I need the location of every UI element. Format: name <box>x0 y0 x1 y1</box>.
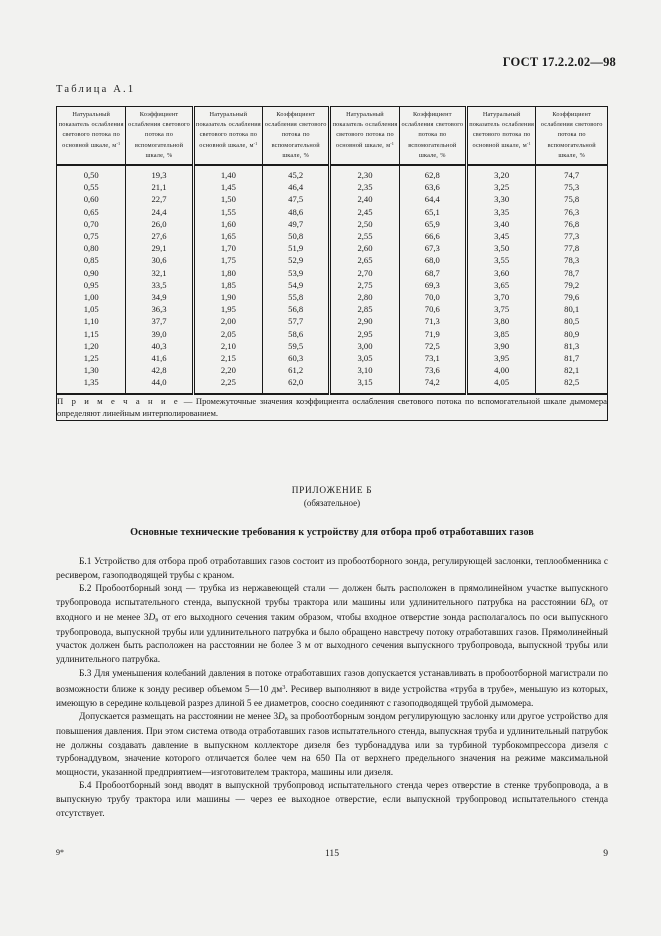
b3-text-1: Б.3 Для уменьшения колебаний давления в потоке отработавших газов допускается устанавливать в пробоотборной магистрали по возможности ближе к зонду ресивер объемом 5—10 дм <box>56 668 608 695</box>
table-cell: 52,9 <box>263 254 330 266</box>
note-text: — Промежуточные значения коэффициента ослабления светового потока по вспомогательной шкале дымомера определяют линейным интерполированием. <box>57 395 607 419</box>
footer-section-number: 9 <box>603 848 608 859</box>
table-cell: 51,9 <box>263 242 330 254</box>
col-header-text-1: Коэффициент ослабления светового потока по вспомогательной шкале, % <box>128 111 190 159</box>
table-cell: 3,35 <box>466 206 535 218</box>
table-cell: 3,55 <box>466 254 535 266</box>
table-cell: 65,1 <box>399 206 466 218</box>
note-label: П р и м е ч а н и е <box>57 395 181 406</box>
table-cell: 82,1 <box>536 364 608 376</box>
table-cell: 2,35 <box>330 181 399 193</box>
table-cell: 2,15 <box>193 352 262 364</box>
table-caption: Таблица А.1 <box>56 84 136 95</box>
unit-exponent-0: -1 <box>116 140 121 146</box>
table-cell: 1,35 <box>57 376 126 393</box>
table-cell: 80,9 <box>536 328 608 340</box>
table-cell: 4,00 <box>466 364 535 376</box>
table-cell: 1,60 <box>193 218 262 230</box>
table-cell: 45,2 <box>263 165 330 181</box>
unit-exponent-3: -1 <box>526 140 531 146</box>
table-cell: 2,75 <box>330 279 399 291</box>
table-cell: 2,50 <box>330 218 399 230</box>
table-cell: 78,7 <box>536 267 608 279</box>
b2-text-2: от входного и не менее 3 <box>56 597 608 623</box>
table-cell: 33,5 <box>126 279 193 291</box>
table-cell: 68,7 <box>399 267 466 279</box>
unit-exponent-2: -1 <box>390 140 395 146</box>
table-row <box>57 328 608 340</box>
table-cell: 48,6 <box>263 206 330 218</box>
table-header-row <box>57 107 608 165</box>
col-header-2 <box>193 107 262 165</box>
table-cell: 67,3 <box>399 242 466 254</box>
unit-exponent-1: -1 <box>253 140 258 146</box>
table-cell: 3,40 <box>466 218 535 230</box>
table-row <box>57 376 608 393</box>
table-cell: 1,15 <box>57 328 126 340</box>
table-row <box>57 315 608 327</box>
col-header-4 <box>330 107 399 165</box>
table-cell: 42,8 <box>126 364 193 376</box>
table-cell: 72,5 <box>399 340 466 352</box>
table-cell: 70,0 <box>399 291 466 303</box>
table-cell: 66,6 <box>399 230 466 242</box>
table-cell: 2,65 <box>330 254 399 266</box>
table-cell: 74,7 <box>536 165 608 181</box>
table-cell: 82,5 <box>536 376 608 393</box>
table-cell: 40,3 <box>126 340 193 352</box>
table-cell: 73,6 <box>399 364 466 376</box>
table-cell: 4,05 <box>466 376 535 393</box>
table-head <box>57 107 608 165</box>
table-cell: 75,3 <box>536 181 608 193</box>
col-header-6 <box>466 107 535 165</box>
table-cell: 41,6 <box>126 352 193 364</box>
table-cell: 3,70 <box>466 291 535 303</box>
table-cell: 2,55 <box>330 230 399 242</box>
appendix-heading-block <box>56 486 608 508</box>
table-cell: 70,6 <box>399 303 466 315</box>
table-cell: 46,4 <box>263 181 330 193</box>
table-cell: 3,45 <box>466 230 535 242</box>
table-cell: 29,1 <box>126 242 193 254</box>
col-header-text-6: Натуральный показатель ослабления светового потока по основной шкале, м <box>469 111 535 149</box>
table-row <box>57 303 608 315</box>
table-cell: 81,7 <box>536 352 608 364</box>
standard-number: ГОСТ 17.2.2.02—98 <box>502 55 616 69</box>
table-cell: 1,10 <box>57 315 126 327</box>
table-cell: 2,00 <box>193 315 262 327</box>
body-text <box>56 556 608 821</box>
table-row <box>57 230 608 242</box>
table-cell: 0,90 <box>57 267 126 279</box>
table-cell: 19,3 <box>126 165 193 181</box>
table-row <box>57 291 608 303</box>
table-cell: 1,80 <box>193 267 262 279</box>
table-cell: 3,25 <box>466 181 535 193</box>
table-cell: 3,10 <box>330 364 399 376</box>
symbol-d-1: D <box>585 597 592 608</box>
table-cell: 76,3 <box>536 206 608 218</box>
table-cell: 0,95 <box>57 279 126 291</box>
table-cell: 59,5 <box>263 340 330 352</box>
table-cell: 3,60 <box>466 267 535 279</box>
paragraph-b3-continued <box>56 711 608 780</box>
table-cell: 3,95 <box>466 352 535 364</box>
table-cell: 53,9 <box>263 267 330 279</box>
table-cell: 2,10 <box>193 340 262 352</box>
col-header-5 <box>399 107 466 165</box>
paragraph-b1: Б.1 Устройство для отбора проб отработавших газов состоит из пробоотборного зонда, регулирующей заслонки, теплообменника с ресивером, газоподводящей трубы с краном. <box>56 557 608 581</box>
col-header-0 <box>57 107 126 165</box>
appendix-title: ПРИЛОЖЕНИЕ Б <box>291 486 373 496</box>
table-row <box>57 352 608 364</box>
table-cell: 3,80 <box>466 315 535 327</box>
table-cell: 2,85 <box>330 303 399 315</box>
table-cell: 79,6 <box>536 291 608 303</box>
table-cell: 0,85 <box>57 254 126 266</box>
table-cell: 0,55 <box>57 181 126 193</box>
symbol-d-2: D <box>148 612 156 623</box>
table-cell: 0,60 <box>57 193 126 205</box>
table-cell: 80,5 <box>536 315 608 327</box>
table-cell: 71,3 <box>399 315 466 327</box>
table-cell: 39,0 <box>126 328 193 340</box>
table-cell: 1,45 <box>193 181 262 193</box>
footer-page-number: 115 <box>324 848 340 859</box>
table-row <box>57 279 608 291</box>
symbol-d-3: D <box>278 712 285 723</box>
table-row <box>57 206 608 218</box>
table-cell: 3,85 <box>466 328 535 340</box>
paragraph-b2 <box>56 583 608 667</box>
paragraph-b3 <box>56 668 608 712</box>
table-cell: 63,6 <box>399 181 466 193</box>
table-cell: 1,70 <box>193 242 262 254</box>
table-cell: 2,70 <box>330 267 399 279</box>
table-note-row <box>57 394 608 421</box>
table-cell: 54,9 <box>263 279 330 291</box>
table-row <box>57 165 608 181</box>
table-cell: 1,95 <box>193 303 262 315</box>
table-cell: 3,65 <box>466 279 535 291</box>
table-cell: 3,15 <box>330 376 399 393</box>
symbol-d-sub-2: в <box>155 616 159 624</box>
table-row <box>57 267 608 279</box>
table-cell: 2,30 <box>330 165 399 181</box>
table-cell: 3,50 <box>466 242 535 254</box>
table-cell: 3,20 <box>466 165 535 181</box>
table-cell: 2,90 <box>330 315 399 327</box>
table-cell: 0,50 <box>57 165 126 181</box>
table-cell: 3,05 <box>330 352 399 364</box>
table-cell: 47,5 <box>263 193 330 205</box>
table-cell: 62,8 <box>399 165 466 181</box>
page-footer <box>56 848 608 862</box>
col-header-text-5: Коэффициент ослабления светового потока по вспомогательной шкале, % <box>401 111 464 159</box>
table-cell: 21,1 <box>126 181 193 193</box>
table-cell: 2,60 <box>330 242 399 254</box>
table-cell: 1,85 <box>193 279 262 291</box>
table-cell: 2,95 <box>330 328 399 340</box>
table-row <box>57 218 608 230</box>
table-row <box>57 193 608 205</box>
footer-signature: 9* <box>56 848 64 857</box>
table-cell: 69,3 <box>399 279 466 291</box>
col-header-3 <box>263 107 330 165</box>
col-header-1 <box>126 107 193 165</box>
table-cell: 60,3 <box>263 352 330 364</box>
col-header-text-0: Натуральный показатель ослабления светового потока по основной шкале, м <box>58 111 124 149</box>
table-cell: 1,25 <box>57 352 126 364</box>
table-cell: 1,30 <box>57 364 126 376</box>
appendix-subtitle: (обязательное) <box>303 498 361 508</box>
b3-text-2: . Ресивер выполняют в виде устройства «труба в трубе», меньшую из которых, имеющую в середине кольцевой разрез длиной 5 ее диаметров, соосно соединяют с газоподводящей трубой дымомера. <box>56 684 608 709</box>
paragraph-b4: Б.4 Пробоотборный зонд вводят в выпускной трубопровод испытательного стенда через отверстие в стенке трубопровода, а в выпускную трубу трактора или машины — через ее выходное отверстие, если выпускной трубопровод испытательного стенда отсутствует. <box>56 781 608 819</box>
table-cell: 62,0 <box>263 376 330 393</box>
b3b-text-1: Допускается размещать на расстоянии не менее 3 <box>79 712 279 723</box>
b2-text-1: Б.2 Пробоотборный зонд — трубка из нержавеющей стали — должен быть расположен в прямолинейном участке выпускного трубопровода испытательного стенда, выпускной трубы трактора или машины или удлинительного патрубка на расстоянии 6 <box>56 584 608 608</box>
table-cell: 1,50 <box>193 193 262 205</box>
table-cell: 0,80 <box>57 242 126 254</box>
table-cell: 32,1 <box>126 267 193 279</box>
table-foot <box>57 394 608 421</box>
table-cell: 56,8 <box>263 303 330 315</box>
table-cell: 1,90 <box>193 291 262 303</box>
table-cell: 61,2 <box>263 364 330 376</box>
table-cell: 2,40 <box>330 193 399 205</box>
table-cell: 27,6 <box>126 230 193 242</box>
table-cell: 2,05 <box>193 328 262 340</box>
col-header-text-4: Натуральный показатель ослабления светового потока по основной шкале, м <box>332 111 398 149</box>
table-cell: 78,3 <box>536 254 608 266</box>
b3b-text-2: за пробоотборным зондом регулирующую заслонку или другое устройство для повышения давления. При этом система отвода отработавших газов испытательного стенда, выпускная труба и удлинительный патрубок не должны создавать давление в выпускном коллекторе дизеля без турбонаддува или за турбиной турбокомпрессора дизеля с турбонаддувом, значение которого отличается более чем на 650 Па от верхнего предельного значения на режиме максимальной мощности, указанной предприятием—изготовителем трактора, машины или дизеля. <box>56 712 608 778</box>
symbol-d-sub-1: в <box>591 601 595 609</box>
table-cell: 34,9 <box>126 291 193 303</box>
table-note-cell <box>57 394 608 421</box>
table-cell: 22,7 <box>126 193 193 205</box>
table-cell: 1,55 <box>193 206 262 218</box>
table-cell: 73,1 <box>399 352 466 364</box>
table-cell: 0,65 <box>57 206 126 218</box>
table-cell: 49,7 <box>263 218 330 230</box>
table-cell: 30,6 <box>126 254 193 266</box>
table-cell: 2,80 <box>330 291 399 303</box>
table-cell: 77,8 <box>536 242 608 254</box>
table-cell: 2,45 <box>330 206 399 218</box>
table-cell: 81,3 <box>536 340 608 352</box>
table-cell: 68,0 <box>399 254 466 266</box>
table-cell: 3,75 <box>466 303 535 315</box>
table-row <box>57 340 608 352</box>
table-cell: 71,9 <box>399 328 466 340</box>
table-cell: 80,1 <box>536 303 608 315</box>
table-cell: 55,8 <box>263 291 330 303</box>
col-header-text-7: Коэффициент ослабления светового потока по вспомогательной шкале, % <box>540 111 603 159</box>
table-cell: 0,70 <box>57 218 126 230</box>
page-content <box>48 0 616 936</box>
b2-text-3: от его выходного сечения таким образом, чтобы входное отверстие зонда располагалось по оси выпускного трубопровода, выпускной трубы или удлинительного патрубка и было обращено навстречу потоку отработавших газов. Прямолинейный участок должен быть расположен на расстоянии не более 3 м от выходного сечения выпускного трубопровода, выпускной трубы или удлинительного патрубка. <box>56 612 608 666</box>
table-cell: 26,0 <box>126 218 193 230</box>
table-cell: 57,7 <box>263 315 330 327</box>
table-cell: 1,40 <box>193 165 262 181</box>
table-row <box>57 364 608 376</box>
table-cell: 24,4 <box>126 206 193 218</box>
table-cell: 0,75 <box>57 230 126 242</box>
table-cell: 3,30 <box>466 193 535 205</box>
table-cell: 77,3 <box>536 230 608 242</box>
table-a1 <box>56 106 608 421</box>
table-cell: 75,8 <box>536 193 608 205</box>
col-header-7 <box>536 107 608 165</box>
table-cell: 76,8 <box>536 218 608 230</box>
table-cell: 1,20 <box>57 340 126 352</box>
table-cell: 37,7 <box>126 315 193 327</box>
table-body <box>57 165 608 394</box>
table-cell: 1,75 <box>193 254 262 266</box>
table-cell: 1,05 <box>57 303 126 315</box>
section-title: Основные технические требования к устройству для отбора проб отработавших газов <box>130 527 534 538</box>
table-cell: 50,8 <box>263 230 330 242</box>
col-header-text-3: Коэффициент ослабления светового потока по вспомогательной шкале, % <box>264 111 327 159</box>
table-row <box>57 242 608 254</box>
table-cell: 2,20 <box>193 364 262 376</box>
symbol-d-sub-3: в <box>284 715 288 723</box>
table-cell: 79,2 <box>536 279 608 291</box>
table-a1-wrapper <box>56 106 608 421</box>
table-cell: 36,3 <box>126 303 193 315</box>
table-cell: 1,65 <box>193 230 262 242</box>
table-cell: 3,00 <box>330 340 399 352</box>
table-cell: 65,9 <box>399 218 466 230</box>
table-cell: 3,90 <box>466 340 535 352</box>
table-cell: 74,2 <box>399 376 466 393</box>
table-cell: 58,6 <box>263 328 330 340</box>
table-row <box>57 254 608 266</box>
cube-exponent: 3 <box>282 684 286 692</box>
table-cell: 1,00 <box>57 291 126 303</box>
table-cell: 44,0 <box>126 376 193 393</box>
table-cell: 2,25 <box>193 376 262 393</box>
table-cell: 64,4 <box>399 193 466 205</box>
table-row <box>57 181 608 193</box>
col-header-text-2: Натуральный показатель ослабления светового потока по основной шкале, м <box>195 111 261 149</box>
